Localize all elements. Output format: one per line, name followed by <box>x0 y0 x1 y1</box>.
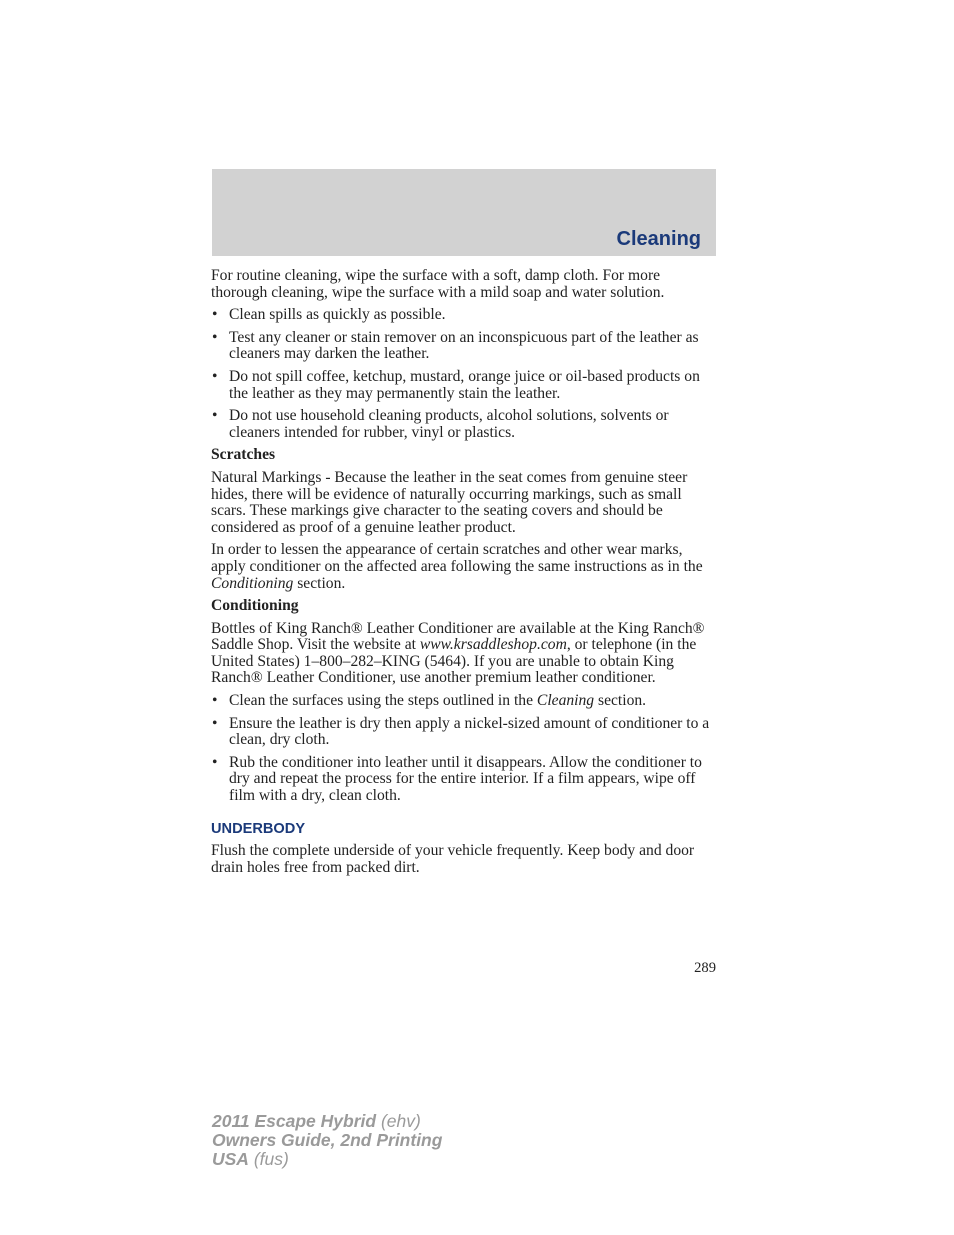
scratches-heading: Scratches <box>211 446 276 464</box>
conditioning-paragraph <box>211 621 716 687</box>
text-run: section. <box>293 574 346 592</box>
list-item-text: Rub the conditioner into leather until it disappears. Allow the conditioner to dry and repeat the process for the entire interior. If a film appears, wipe off film with a dry, clean cloth. <box>229 753 702 805</box>
list-item <box>211 755 716 805</box>
document-footer <box>212 1112 442 1169</box>
text-run: Bottles of King Ranch® Leather Conditioner are available at the King Ranch® Saddle Shop. Visit the website at <box>211 619 705 654</box>
intro-paragraph: For routine cleaning, wipe the surface with a soft, damp cloth. For more thorough cleaning, wipe the surface with a mild soap and water solution. <box>211 267 665 301</box>
footer-line-3 <box>212 1150 442 1169</box>
section-title: Cleaning <box>616 228 701 250</box>
website-url: www.krsaddleshop.com <box>419 636 567 654</box>
conditioning-heading: Conditioning <box>211 597 299 615</box>
bullet-icon: • <box>212 306 218 324</box>
list-item <box>211 330 716 363</box>
text-run: (ehv) <box>376 1111 421 1131</box>
list-item <box>211 307 716 324</box>
scratches-paragraph-2 <box>211 542 716 592</box>
list-item <box>211 716 716 749</box>
text-run: , or telephone (in the United States) 1–800–282–KING (5464). If you are unable to obtain King Ranch® Leather Conditioner, use another premium leather conditioner. <box>211 636 697 687</box>
cleaning-bullet-list <box>211 307 716 441</box>
list-item-text: Ensure the leather is dry then apply a nickel-sized amount of conditioner to a clean, dry cloth. <box>229 714 710 749</box>
text-run: Owners Guide, 2nd Printing <box>212 1130 443 1150</box>
bullet-icon: • <box>212 367 218 385</box>
page-content <box>211 268 716 882</box>
bullet-icon: • <box>212 692 218 710</box>
text-run: In order to lessen the appearance of certain scratches and other wear marks, apply conditioner on the affected area following the same instructions as in the <box>211 541 703 575</box>
italic-reference: Cleaning <box>536 692 595 710</box>
list-item <box>211 369 716 402</box>
text-run: Clean the surfaces using the steps outlined in the <box>229 692 537 710</box>
underbody-heading: UNDERBODY <box>211 820 306 837</box>
underbody-paragraph: Flush the complete underside of your vehicle frequently. Keep body and door drain holes free from packed dirt. <box>211 842 695 876</box>
conditioning-bullet-list <box>211 693 716 805</box>
text-run: USA <box>212 1149 249 1169</box>
bullet-icon: • <box>212 753 218 771</box>
text-run: section. <box>594 692 647 710</box>
footer-line-1 <box>212 1112 442 1131</box>
bullet-icon: • <box>212 328 218 346</box>
scratches-paragraph-1: Natural Markings - Because the leather in the seat comes from genuine steer hides, there will be evidence of naturally occurring markings, such as small scars. These markings give character to the seating covers and should be considered as proof of a genuine leather product. <box>211 468 688 536</box>
page-number: 289 <box>694 960 716 976</box>
list-item-text: Clean spills as quickly as possible. <box>229 306 446 324</box>
bullet-icon: • <box>212 714 218 732</box>
list-item <box>211 408 716 441</box>
text-run: 2011 Escape Hybrid <box>212 1111 377 1131</box>
list-item-text: Test any cleaner or stain remover on an inconspicuous part of the leather as cleaners may darken the leather. <box>229 328 699 363</box>
list-item-text: Do not spill coffee, ketchup, mustard, orange juice or oil-based products on the leather as they may permanently stain the leather. <box>229 367 700 402</box>
text-run: (fus) <box>248 1149 289 1169</box>
list-item-text: Do not use household cleaning products, alcohol solutions, solvents or cleaners intended for rubber, vinyl or plastics. <box>229 407 669 441</box>
bullet-icon: • <box>212 407 218 425</box>
footer-line-2 <box>212 1131 442 1150</box>
list-item <box>211 693 716 710</box>
italic-reference: Conditioning <box>211 574 294 592</box>
section-header-band <box>212 169 716 256</box>
